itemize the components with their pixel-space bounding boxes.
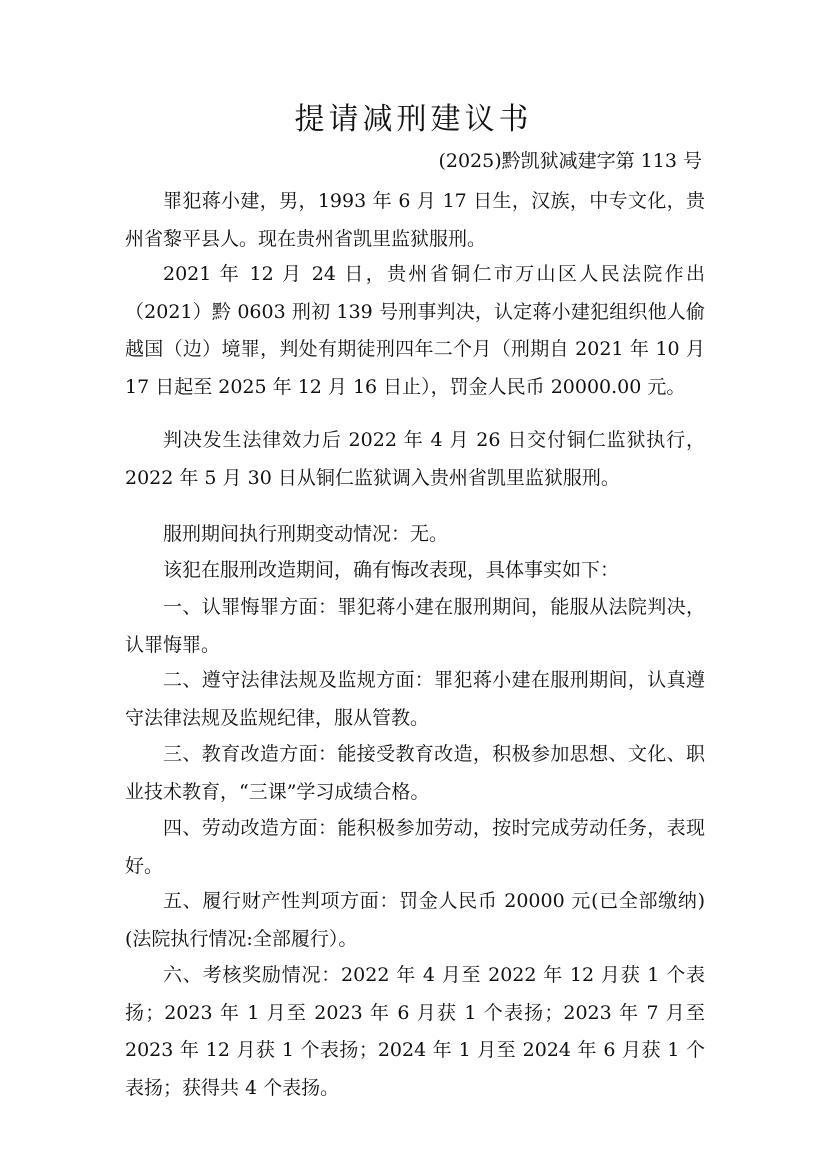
paragraph-rewards: 六、考核奖励情况：2022 年 4 月至 2022 年 12 月获 1 个表扬；2023 年 1 月至 2023 年 6 月获 1 个表扬；2023 年 7 月至 2023 年 12 月获 1 个表扬；2024 年 1 月至 2024 年 6 月获 1 个表扬；获得共 4 个表扬。 bbox=[125, 964, 705, 1099]
paragraph-admit-guilt: 一、认罪悔罪方面：罪犯蒋小建在服刑期间，能服从法院判决，认罪悔罪。 bbox=[125, 596, 705, 656]
paragraph-property-judgment: 五、履行财产性判项方面：罚金人民币 20000 元(已全部缴纳)(法院执行情况:全部履行）。 bbox=[125, 890, 705, 950]
paragraph-labor: 四、劳动改造方面：能积极参加劳动，按时完成劳动任务，表现好。 bbox=[125, 817, 705, 877]
paragraph-judgment: 2021 年 12 月 24 日，贵州省铜仁市万山区人民法院作出（2021）黔 0603 刑初 139 号刑事判决，认定蒋小建犯组织他人偷越国（边）境罪，判处有期徒刑四年二个月（刑期自 2021 年 10 月 17 日起至 2025 年 12 月 16 日止），罚金人民币 20000.00 元。 bbox=[125, 263, 705, 398]
paragraph-law-compliance: 二、遵守法律法规及监规方面：罪犯蒋小建在服刑期间，认真遵守法律法规及监规纪律，服从管教。 bbox=[125, 669, 705, 729]
paragraph-sentence-change: 服刑期间执行刑期变动情况：无。 bbox=[163, 523, 449, 545]
document-number: (2025)黔凯狱减建字第 113 号 bbox=[438, 150, 702, 172]
paragraph-personal-info: 罪犯蒋小建，男，1993 年 6 月 17 日生，汉族，中专文化，贵州省黎平县人。现在贵州省凯里监狱服刑。 bbox=[125, 190, 705, 250]
paragraph-execution: 判决发生法律效力后 2022 年 4 月 26 日交付铜仁监狱执行，2022 年 5 月 30 日从铜仁监狱调入贵州省凯里监狱服刑。 bbox=[125, 429, 705, 489]
document-title: 提请减刑建议书 bbox=[294, 102, 533, 137]
paragraph-repentance-intro: 该犯在服刑改造期间，确有悔改表现，具体事实如下： bbox=[163, 559, 620, 581]
paragraph-education: 三、教育改造方面：能接受教育改造，积极参加思想、文化、职业技术教育，“三课”学习成绩合格。 bbox=[125, 743, 705, 803]
